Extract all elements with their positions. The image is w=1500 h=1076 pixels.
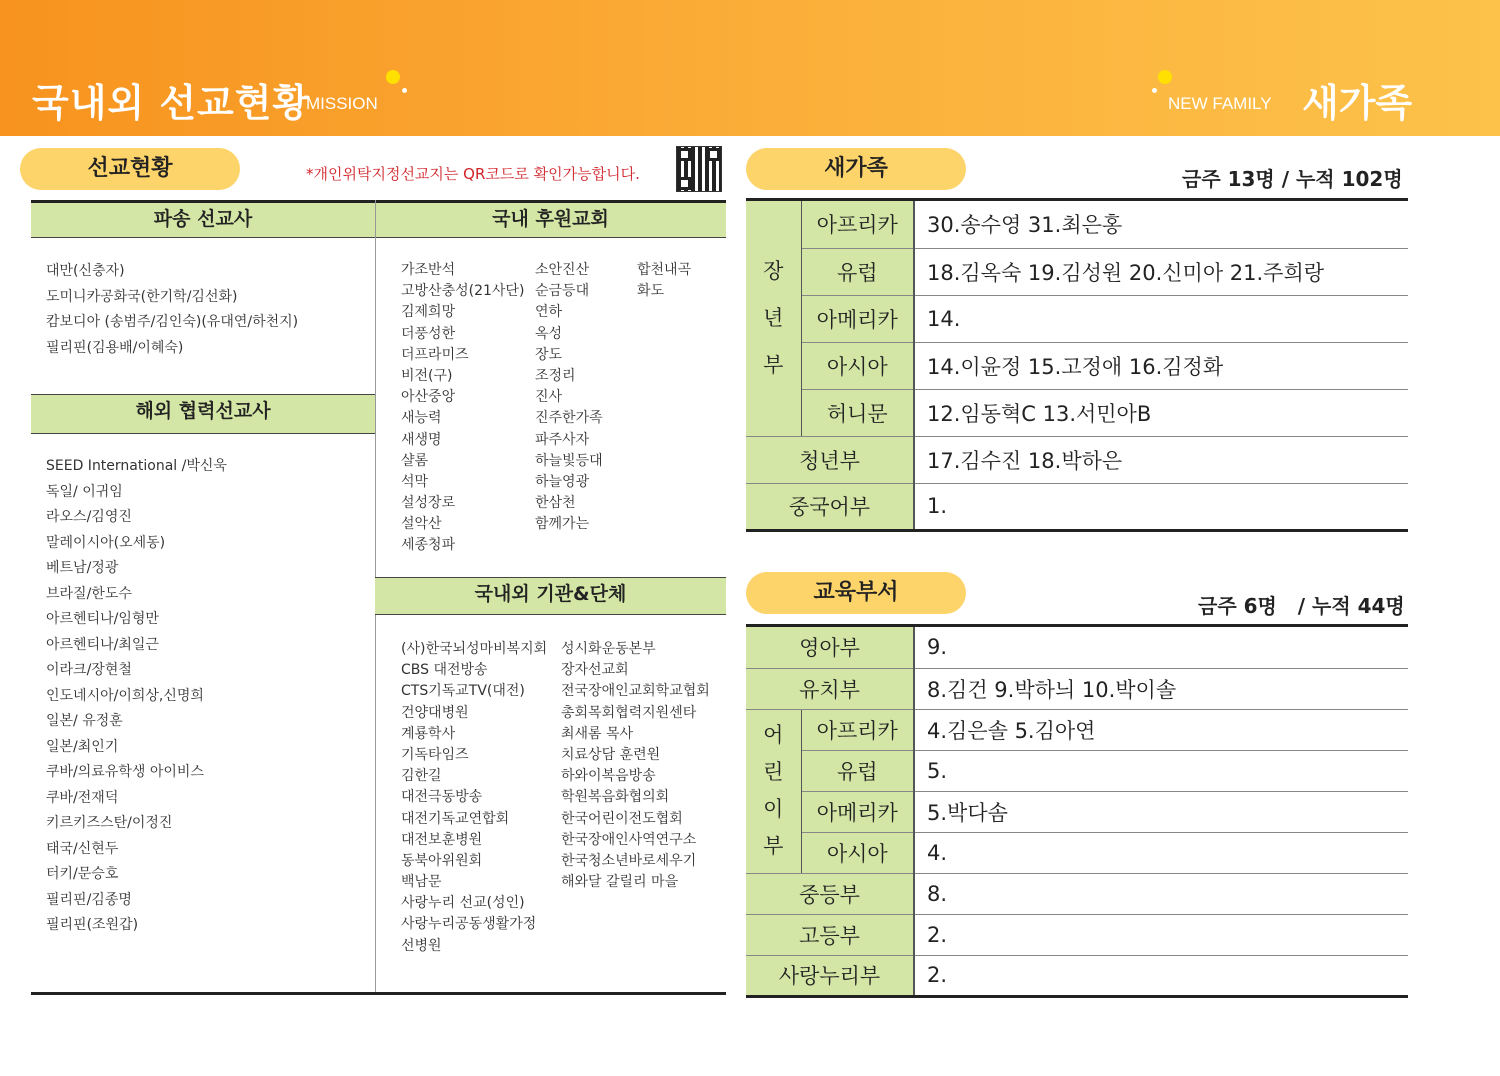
list-item: 라오스/김영진 (46, 509, 132, 525)
list-item: 일본/ 유정훈 (46, 713, 123, 729)
list-item: 성시화운동본부 (561, 641, 656, 657)
list-item: 독일/ 이귀임 (46, 483, 123, 500)
domestic-list-col3 (637, 259, 691, 301)
list-item: 대전기독교연합회 (401, 810, 510, 827)
newfamily-table (746, 201, 1408, 532)
group-char: 어 (763, 723, 784, 747)
row-value: 9. (914, 627, 1408, 668)
list-item: 캄보디아 (송범주/김인숙)(유대연/하천지) (46, 314, 299, 330)
list-item: 김제희망 (401, 304, 456, 321)
list-item: 더풍성한 (401, 325, 456, 342)
group-char: 장 (763, 258, 784, 283)
list-item: 합천내곡 (637, 262, 692, 278)
list-item: 장자선교회 (561, 662, 629, 679)
list-item: 대만(신충자) (46, 263, 125, 279)
list-item: 한국어린이전도협회 (561, 810, 683, 827)
list-item: (사)한국뇌성마비복지회 (401, 641, 548, 657)
header-banner (0, 0, 1500, 136)
list-item: 터키/문승호 (46, 866, 119, 882)
row-label: 청년부 (746, 436, 914, 483)
row-value: 2. (914, 914, 1408, 955)
group-label-youth (746, 201, 801, 436)
list-item: 사랑누리공동생활가정 (401, 916, 537, 933)
group-char: 부 (763, 352, 784, 377)
list-item: 필리핀(김용배/이혜숙) (46, 339, 184, 356)
list-item: 쿠바/의료유학생 아이비스 (46, 764, 204, 780)
row-label: 아시아 (801, 832, 914, 873)
row-label: 영아부 (746, 627, 914, 668)
list-item: 인도네시아/이희상,신명희 (46, 687, 204, 704)
list-item: 순금등대 (535, 283, 590, 300)
dot-icon (386, 70, 400, 84)
row-label: 유럽 (801, 248, 914, 295)
divider (31, 992, 726, 995)
list-item: 더프라미즈 (401, 346, 469, 363)
subtitle-newfamily: NEW FAMILY (1168, 94, 1272, 113)
group-char: 린 (763, 760, 784, 784)
list-item: 비전(구) (401, 367, 453, 384)
list-item: 동북아위원회 (401, 852, 483, 869)
page-title-mission: 국내외 선교현황 (32, 81, 311, 125)
list-item: 최새롬 목사 (561, 725, 634, 742)
list-item: 브라질/한도수 (46, 585, 132, 602)
list-item: 아산중앙 (401, 389, 456, 406)
list-item: 대전극동방송 (401, 789, 483, 806)
list-item: 진사 (535, 389, 563, 406)
list-item: 사랑누리 선교(성인) (401, 895, 525, 912)
list-item: 하와이복음방송 (561, 768, 656, 785)
list-item: 연하 (535, 304, 563, 321)
row-label: 아메리카 (801, 791, 914, 832)
row-label: 중국어부 (746, 483, 914, 530)
row-value: 5. (914, 750, 1408, 791)
section-pill-newfamily: 새가족 (746, 148, 966, 190)
dot-icon (1152, 88, 1157, 93)
row-value: 14.이윤정 15.고정애 16.김정화 (914, 342, 1408, 389)
row-value: 30.송수영 31.최은홍 (914, 201, 1408, 248)
list-item: 키르키즈스탄/이정진 (46, 815, 173, 831)
education-stat: 금주 6명 / 누적 44명 (1198, 594, 1405, 618)
list-item: 화도 (637, 283, 665, 300)
list-item: 고방산충성(21사단) (401, 283, 525, 300)
list-item: 치료상담 훈련원 (561, 746, 661, 763)
row-label: 유럽 (801, 750, 914, 791)
list-item: 옥성 (535, 325, 563, 342)
list-item: 진주한가족 (535, 410, 603, 427)
row-label: 아프리카 (801, 201, 914, 248)
list-item: 소안진산 (535, 262, 590, 278)
domestic-header: 국내 후원교회 (375, 200, 726, 238)
list-item: 베트남/정광 (46, 560, 119, 576)
row-value: 4. (914, 832, 1408, 873)
list-item: CTS기독교TV(대전) (401, 683, 525, 700)
list-item: SEED International /박신욱 (46, 458, 227, 474)
list-item: 김한길 (401, 768, 442, 785)
row-value: 4.김은솔 5.김아연 (914, 709, 1408, 750)
list-item: 이라크/장현철 (46, 662, 132, 678)
list-item: 석막 (401, 473, 429, 490)
subtitle-mission: MISSION (306, 94, 378, 113)
list-item: 쿠바/전재덕 (46, 789, 119, 806)
list-item: 조정리 (535, 367, 576, 384)
row-value: 2. (914, 955, 1408, 996)
org-header: 국내외 기관&단체 (375, 577, 726, 615)
newfamily-stat: 금주 13명 / 누적 102명 (1182, 167, 1403, 191)
row-label: 유치부 (746, 668, 914, 709)
list-item: 하늘영광 (535, 473, 590, 490)
page-title-newfamily: 새가족 (1302, 81, 1413, 125)
row-label: 아프리카 (801, 709, 914, 750)
dot-icon (402, 88, 407, 93)
row-value: 8.김건 9.박하늬 10.박이솔 (914, 668, 1408, 709)
row-label: 허니문 (801, 389, 914, 436)
education-table (746, 627, 1408, 998)
list-item: 필리핀(조원갑) (46, 917, 139, 933)
group-char: 이 (763, 797, 784, 821)
list-item: 새생명 (401, 431, 442, 448)
row-value: 8. (914, 873, 1408, 914)
list-item: 도미니카공화국(한기학/김선화) (46, 288, 238, 305)
list-item: 가조반석 (401, 262, 456, 278)
row-value: 14. (914, 295, 1408, 342)
list-item: 해와달 갈릴리 마을 (561, 874, 679, 891)
list-item: 태국/신현두 (46, 840, 119, 857)
list-item: 말레이시아(오세동) (46, 534, 166, 551)
list-item: 파주사자 (535, 431, 590, 448)
list-item: 백남문 (401, 874, 442, 891)
row-value: 1. (914, 483, 1408, 530)
list-item: 기독타임즈 (401, 746, 469, 763)
overseas-list (46, 455, 227, 940)
list-item: 설악산 (401, 516, 442, 533)
org-list-col2 (561, 638, 710, 892)
section-pill-education: 교육부서 (746, 572, 966, 614)
row-label: 사랑누리부 (746, 955, 914, 996)
list-item: 아르헨티나/최일근 (46, 636, 159, 653)
domestic-list-col1 (401, 259, 524, 556)
row-label: 아메리카 (801, 295, 914, 342)
list-item: 세종청파 (401, 537, 456, 554)
group-char: 부 (763, 834, 784, 858)
list-item: 새능력 (401, 410, 442, 427)
dot-icon (1158, 70, 1172, 84)
list-item: 선병원 (401, 937, 442, 954)
list-item: 대전보훈병원 (401, 831, 483, 848)
list-item: 설성장로 (401, 495, 456, 512)
section-pill-mission: 선교현황 (20, 148, 240, 190)
list-item: 한국장애인사역연구소 (561, 831, 697, 848)
list-item: 아르헨티나/임형만 (46, 611, 159, 627)
list-item: 함께가는 (535, 516, 590, 533)
row-label: 중등부 (746, 873, 914, 914)
list-item: 전국장애인교회학교협회 (561, 683, 710, 700)
domestic-list-col2 (535, 259, 603, 534)
list-item: 총회목회협력지원센타 (561, 704, 697, 721)
row-label: 아시아 (801, 342, 914, 389)
org-list-col1 (401, 638, 547, 956)
group-char: 년 (763, 305, 784, 330)
list-item: 하늘빛등대 (535, 452, 603, 469)
list-item: 샬롬 (401, 452, 429, 469)
qr-note: *개인위탁지정선교지는 QR코드로 확인가능합니다. (306, 165, 640, 183)
qr-code-icon[interactable] (676, 146, 722, 192)
dispatch-list (46, 260, 298, 362)
overseas-header: 해외 협력선교사 (31, 394, 375, 434)
list-item: 한삼천 (535, 495, 576, 512)
row-value: 5.박다솜 (914, 791, 1408, 832)
list-item: 학원복음화협의회 (561, 789, 670, 806)
list-item: 필리핀/김종명 (46, 891, 132, 908)
row-value: 18.김옥숙 19.김성원 20.신미아 21.주희랑 (914, 248, 1408, 295)
dispatch-header: 파송 선교사 (31, 200, 375, 238)
group-label-children (746, 709, 801, 873)
list-item: CBS 대전방송 (401, 662, 488, 679)
list-item: 한국청소년바로세우기 (561, 852, 697, 869)
list-item: 일본/최인기 (46, 738, 119, 755)
list-item: 장도 (535, 346, 563, 363)
row-value: 17.김수진 18.박하은 (914, 436, 1408, 483)
list-item: 건양대병원 (401, 704, 469, 721)
list-item: 계룡학사 (401, 725, 456, 742)
row-value: 12.임동혁C 13.서민아B (914, 389, 1408, 436)
row-label: 고등부 (746, 914, 914, 955)
